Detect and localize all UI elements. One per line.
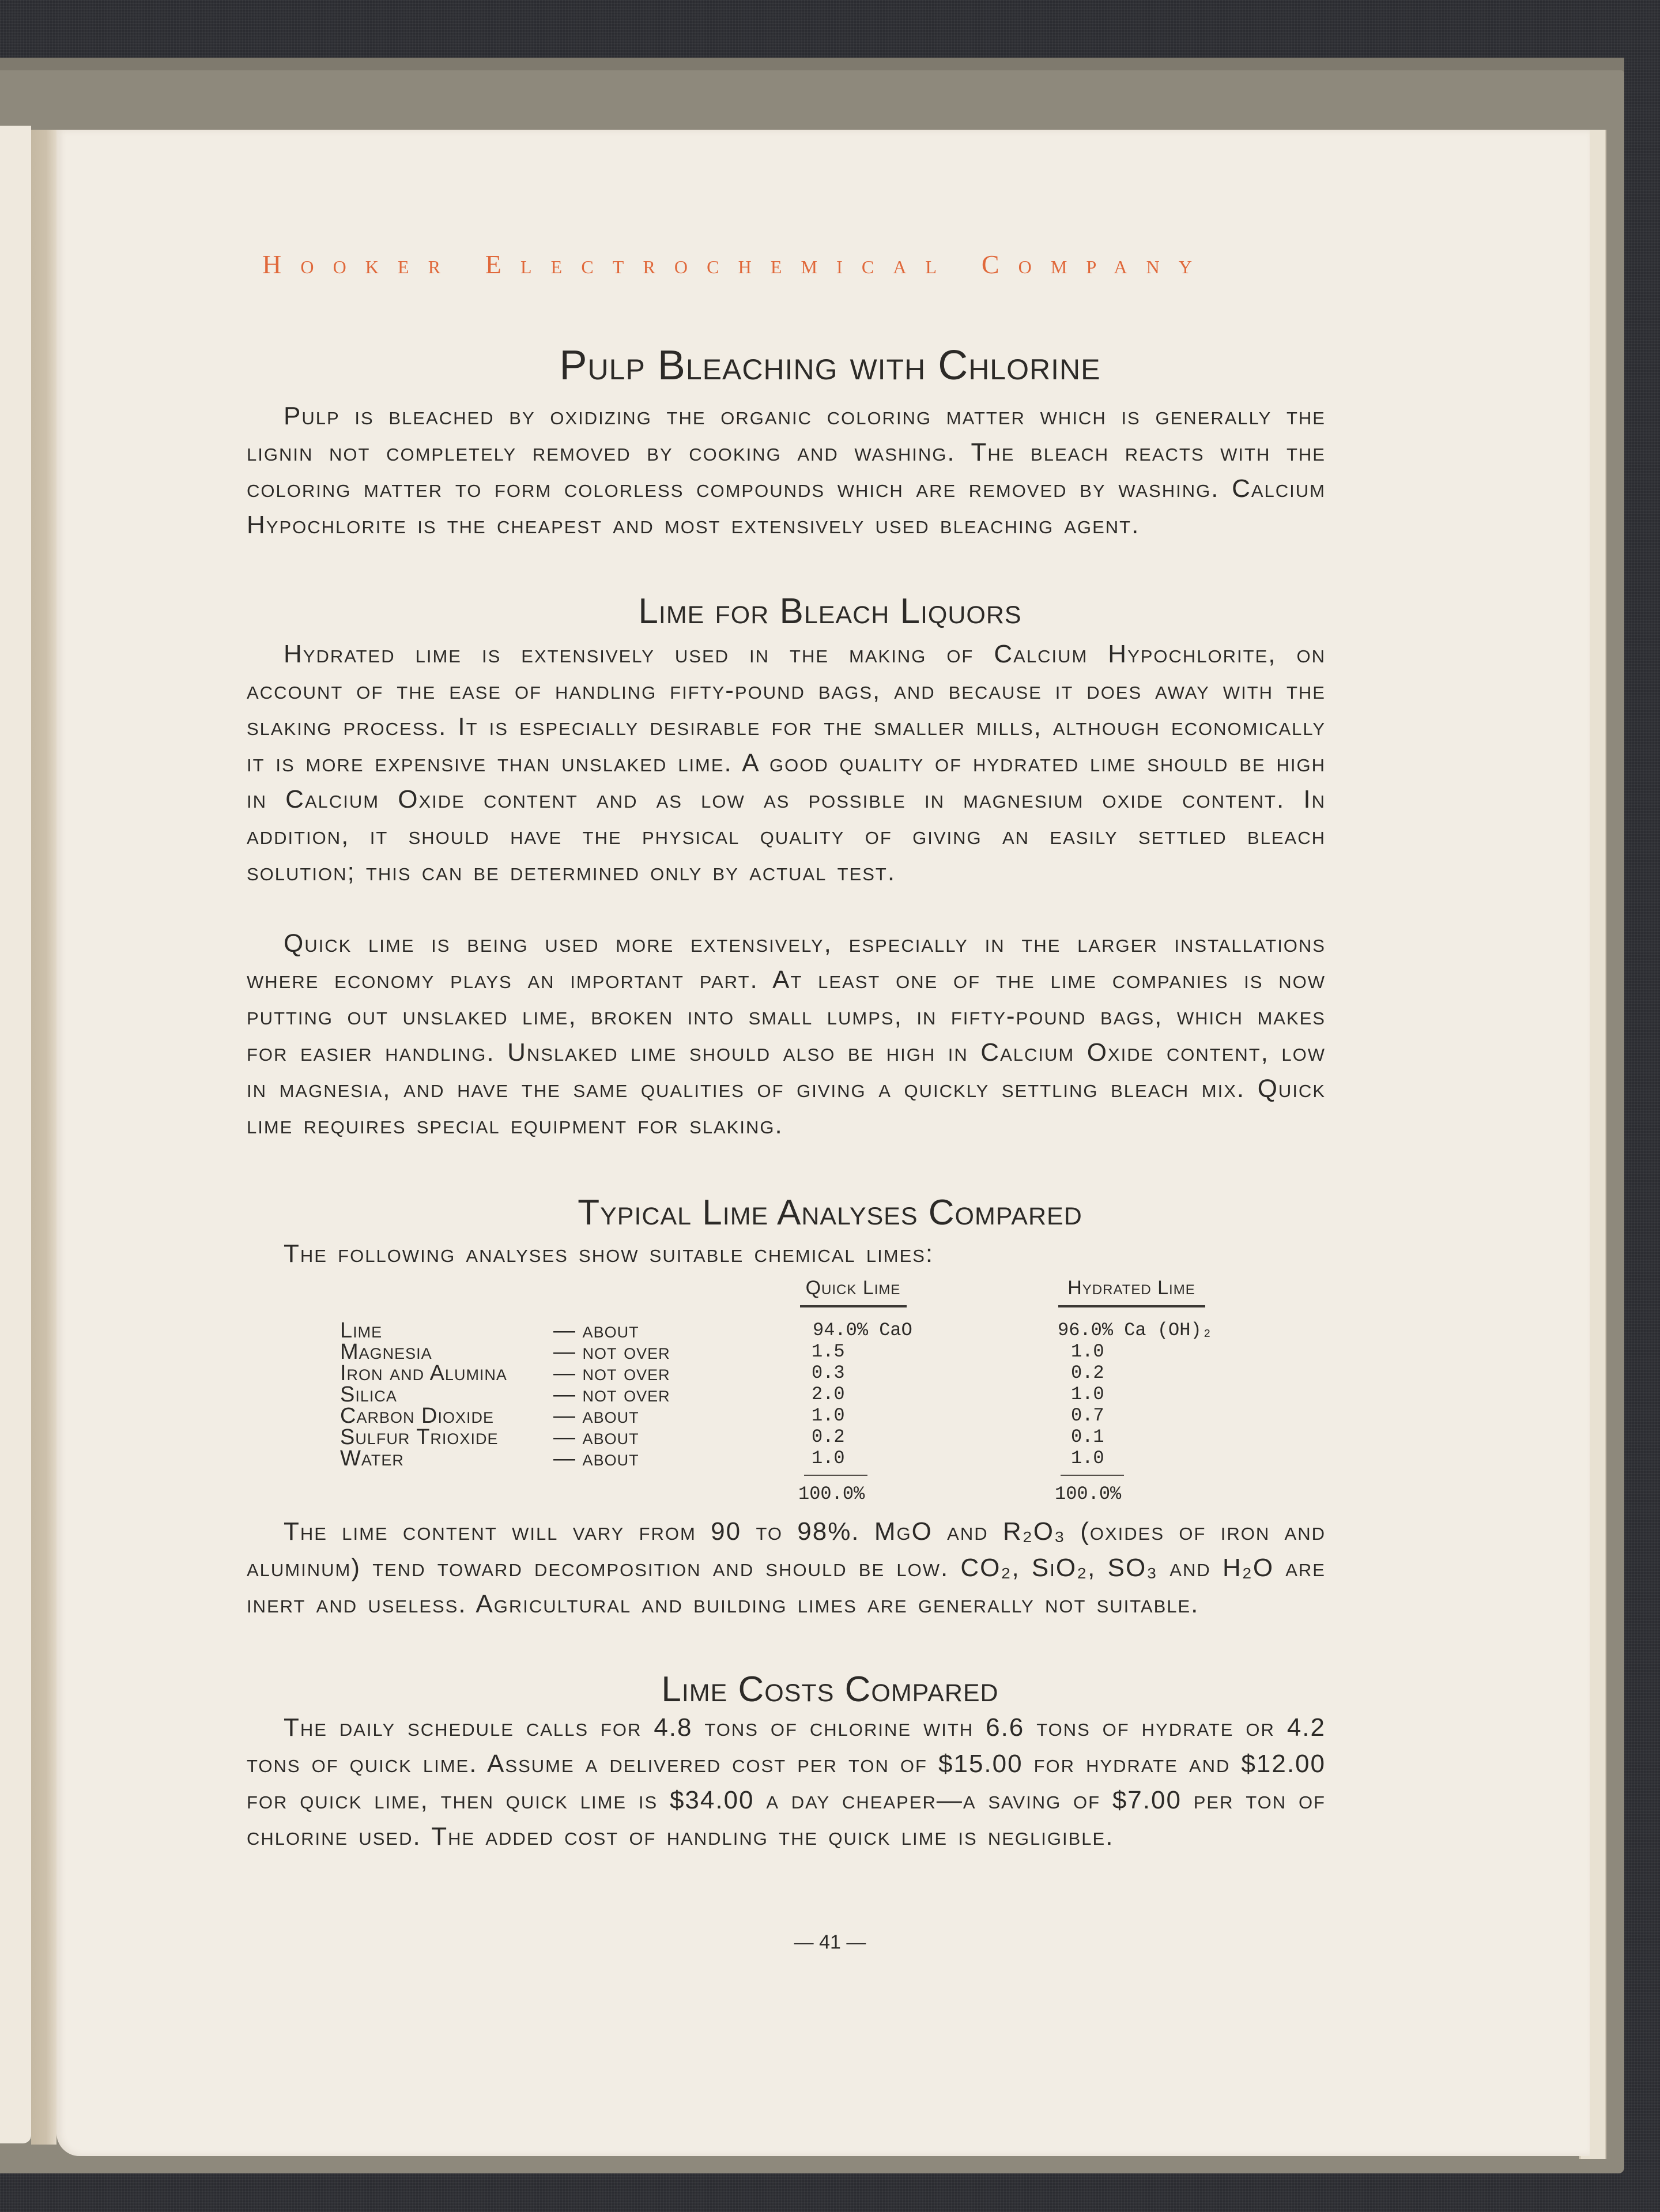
paragraph-text: Quick lime is being used more extensively, especially in the larger installations where economy plays an important part. At least one of the lime companies is now putting out unslaked lime, broken into small lumps, in fifty-pound bags, which makes for easier handling. Unslaked lime should also be high in Calcium Oxide content, low in magnesia, and have the same qualities of giving a quickly settling bleach mix. Quick lime requires special equipment for slaking. bbox=[247, 929, 1326, 1139]
column-header-quick-lime bbox=[795, 1277, 911, 1307]
row-qualifier: — about bbox=[553, 1425, 639, 1449]
page-gutter-shadow bbox=[31, 130, 56, 2145]
row-qualifier: — not over bbox=[553, 1361, 670, 1385]
quick-lime-value: 1.0 bbox=[812, 1448, 845, 1469]
section-heading-pulp-bleaching: Pulp Bleaching with Chlorine bbox=[559, 342, 1101, 389]
row-label: Iron and Alumina bbox=[340, 1361, 507, 1385]
row-qualifier: — not over bbox=[553, 1382, 670, 1407]
hydrated-lime-value: 96.0% Ca (OH)₂ bbox=[1058, 1320, 1213, 1341]
header-underline bbox=[1058, 1305, 1205, 1307]
quick-lime-value: 94.0% CaO bbox=[813, 1320, 912, 1341]
paragraph-text: Pulp is bleached by oxidizing the organic coloring matter which is generally the lignin not completely removed by cooking and washing. The bleach reacts with the coloring matter to form colorless compounds which are removed by washing. Calcium Hypochlorite is the cheapest and most extensively used bleaching agent. bbox=[247, 402, 1326, 539]
paragraph-hydrated-lime bbox=[247, 636, 1326, 890]
quick-lime-value: 0.2 bbox=[812, 1426, 845, 1448]
paragraph-pulp-bleaching bbox=[247, 398, 1326, 543]
sum-rule-hydrated bbox=[1061, 1475, 1124, 1476]
section-heading-lime-for-bleach: Lime for Bleach Liquors bbox=[638, 591, 1022, 631]
paragraph-text: The lime content will vary from 90 to 98%. MgO and R₂O₃ (oxides of iron and aluminum) tend toward decomposition and should be low. CO₂, SiO₂, SO₃ and H₂O are inert and useless. Agricultural and building limes are generally not suitable. bbox=[247, 1517, 1326, 1618]
column-header-label: Quick Lime bbox=[805, 1277, 901, 1299]
header-underline bbox=[800, 1305, 907, 1307]
row-label: Sulfur Trioxide bbox=[340, 1425, 499, 1449]
quick-lime-value: 1.0 bbox=[812, 1405, 845, 1426]
total-hydrated-lime: 100.0% bbox=[1055, 1483, 1122, 1505]
hydrated-lime-value: 1.0 bbox=[1071, 1384, 1104, 1405]
column-header-hydrated-lime bbox=[1054, 1277, 1209, 1307]
row-qualifier: — not over bbox=[553, 1340, 670, 1364]
sum-rule-quick bbox=[804, 1475, 867, 1476]
row-label: Water bbox=[340, 1446, 404, 1471]
hydrated-lime-value: 0.1 bbox=[1071, 1426, 1104, 1448]
row-qualifier: — about bbox=[553, 1446, 639, 1471]
hydrated-lime-value: 0.2 bbox=[1071, 1362, 1104, 1384]
row-label: Lime bbox=[340, 1318, 383, 1343]
quick-lime-value: 2.0 bbox=[812, 1384, 845, 1405]
facing-page-edge bbox=[0, 126, 31, 2143]
row-qualifier: — about bbox=[553, 1318, 639, 1343]
row-label: Magnesia bbox=[340, 1340, 432, 1364]
paragraph-text: The following analyses show suitable chemical limes: bbox=[284, 1239, 934, 1268]
row-label: Carbon Dioxide bbox=[340, 1404, 494, 1428]
hydrated-lime-value: 0.7 bbox=[1071, 1405, 1104, 1426]
column-header-label: Hydrated Lime bbox=[1067, 1277, 1195, 1299]
paragraph-text: Hydrated lime is extensively used in the making of Calcium Hypochlorite, on account of the ease of handling fifty-pound bags, and because it does away with the slaking process. It is especially desirable for the smaller mills, although economically it is more expensive than unslaked lime. A good quality of hydrated lime should be high in Calcium Oxide content and as low as possible in magnesium oxide content. In addition, it should have the physical quality of giving an easily settled bleach solution; this can be determined only by actual test. bbox=[247, 640, 1326, 886]
paragraph-text: The daily schedule calls for 4.8 tons of chlorine with 6.6 tons of hydrate or 4.2 tons of quick lime. Assume a delivered cost per ton of $15.00 for hydrate and $12.00 for quick lime, then quick lime is $34.00 a day cheaper—a saving of $7.00 per ton of chlorine used. The added cost of handling the quick lime is negligible. bbox=[247, 1713, 1326, 1851]
paragraph-lime-content bbox=[247, 1513, 1326, 1622]
total-quick-lime: 100.0% bbox=[798, 1483, 865, 1505]
quick-lime-value: 1.5 bbox=[812, 1341, 845, 1362]
section-heading-typical-analyses: Typical Lime Analyses Compared bbox=[578, 1193, 1082, 1233]
page-number: — 41 — bbox=[794, 1931, 866, 1953]
hydrated-lime-value: 1.0 bbox=[1071, 1341, 1104, 1362]
company-header: Hooker Electrochemical Company bbox=[262, 250, 1212, 279]
quick-lime-value: 0.3 bbox=[812, 1362, 845, 1384]
row-label: Silica bbox=[340, 1382, 397, 1407]
paragraph-quick-lime bbox=[247, 925, 1326, 1143]
analysis-intro bbox=[247, 1235, 1326, 1272]
hydrated-lime-value: 1.0 bbox=[1071, 1448, 1104, 1469]
row-qualifier: — about bbox=[553, 1404, 639, 1428]
paragraph-lime-costs bbox=[247, 1709, 1326, 1855]
section-heading-lime-costs: Lime Costs Compared bbox=[661, 1670, 999, 1709]
